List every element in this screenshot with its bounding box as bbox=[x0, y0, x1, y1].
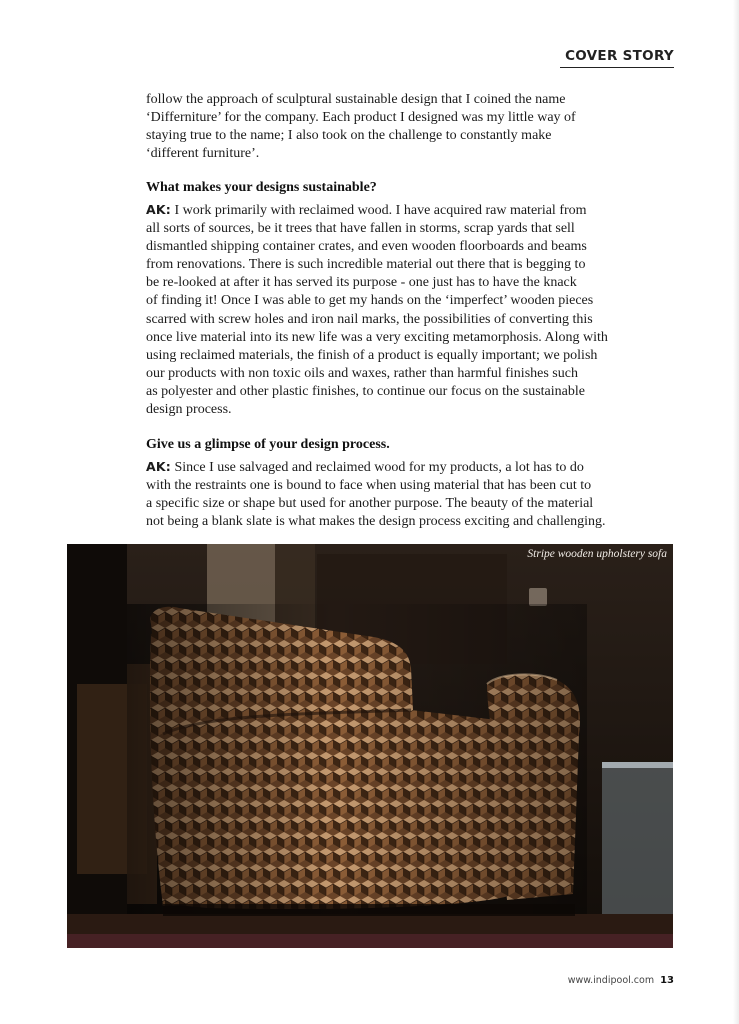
section-label: COVER STORY bbox=[560, 48, 674, 68]
answer-line: of finding it! Once I was able to get my hands on the ‘imperfect’ wooden pieces bbox=[146, 293, 594, 309]
footer-website: www.indipool.com bbox=[567, 975, 655, 986]
page-footer bbox=[560, 975, 674, 986]
answer-line: using reclaimed materials, the finish of a product is equally important; we polish bbox=[146, 347, 598, 363]
page-edge-shadow bbox=[733, 0, 739, 1024]
speaker-label: AK: bbox=[146, 459, 171, 474]
page-number: 13 bbox=[660, 975, 674, 986]
answer-first-line bbox=[146, 201, 676, 220]
answer-first-line bbox=[146, 458, 676, 477]
answer-line: be re-looked at after it has served its purpose - one just has to have the knack bbox=[146, 275, 577, 291]
photo-caption: Stripe wooden upholstery sofa bbox=[527, 548, 667, 560]
question-design-process: Give us a glimpse of your design process. bbox=[146, 437, 390, 452]
answer-sustainable bbox=[146, 201, 676, 419]
answer-line: from renovations. There is such incredible material out there that is begging to bbox=[146, 257, 586, 273]
question-sustainable: What makes your designs sustainable? bbox=[146, 180, 377, 195]
answer-line: design process. bbox=[146, 402, 232, 418]
answer-line: as polyester and other plastic finishes, to continue our focus on the sustainable bbox=[146, 383, 585, 399]
sofa-photo bbox=[67, 544, 673, 948]
answer-line: I work primarily with reclaimed wood. I have acquired raw material from bbox=[170, 203, 587, 218]
answer-line: Since I use salvaged and reclaimed wood for my products, a lot has to do bbox=[170, 460, 584, 475]
answer-line: dismantled shipping container crates, and even wooden floorboards and beams bbox=[146, 239, 587, 255]
intro-line: ‘Differniture’ for the company. Each product I designed was my little way of bbox=[146, 110, 576, 126]
answer-design-process bbox=[146, 458, 676, 531]
answer-line: our products with non toxic oils and waxes, rather than harmful finishes such bbox=[146, 365, 578, 381]
sofa-photo-illustration bbox=[67, 544, 673, 948]
speaker-label: AK: bbox=[146, 202, 171, 217]
intro-line: staying true to the name; I also took on the challenge to constantly make bbox=[146, 128, 552, 144]
answer-line: a specific size or shape but used for another purpose. The beauty of the material bbox=[146, 496, 594, 512]
answer-line: all sorts of sources, be it trees that have fallen in storms, scrap yards that sell bbox=[146, 221, 575, 237]
answer-line: not being a blank slate is what makes the design process exciting and challenging. bbox=[146, 514, 606, 530]
answer-line: once live material into its new life was a very exciting metamorphosis. Along with bbox=[146, 329, 608, 345]
intro-line: ‘different furniture’. bbox=[146, 146, 260, 162]
intro-line: follow the approach of sculptural sustainable design that I coined the name bbox=[146, 92, 566, 107]
intro-paragraph bbox=[146, 91, 676, 163]
answer-line: scarred with screw holes and iron nail marks, the possibilities of converting this bbox=[146, 311, 593, 327]
answer-line: with the restraints one is bound to face when using material that has been cut to bbox=[146, 478, 592, 494]
